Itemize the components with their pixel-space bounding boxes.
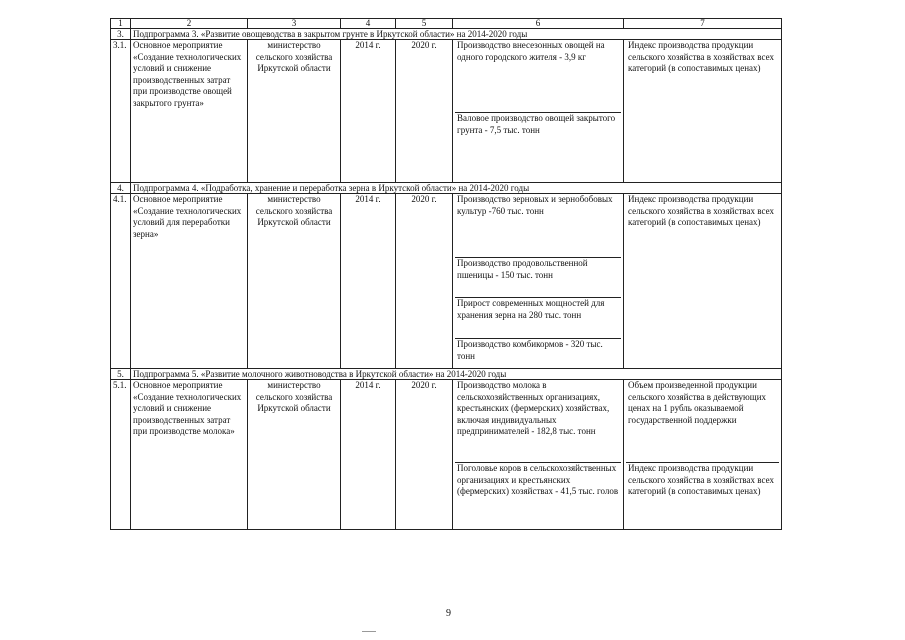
header-cell: 1	[111, 19, 131, 29]
results-cell	[453, 40, 624, 183]
measure-row	[111, 380, 782, 530]
subprogram-row	[111, 369, 782, 380]
indicators-cell	[624, 194, 782, 369]
measure-number: 3.1.	[111, 40, 131, 183]
indicators-cell	[624, 380, 782, 530]
indicator-item: Индекс производства продукции сельского хозяйства в хозяйствах всех категорий (в сопоставимых ценах)	[628, 40, 774, 74]
scan-mark	[362, 631, 376, 632]
subprogram-title: Подпрограмма 3. «Развитие овощеводства в закрытом грунте в Иркутской области» на 2014-2020 годы	[131, 29, 782, 40]
subprogram-row	[111, 183, 782, 194]
results-cell	[453, 380, 624, 530]
measure-row	[111, 40, 782, 183]
subprogram-row	[111, 29, 782, 40]
results-cell	[453, 194, 624, 369]
indicator-item: Индекс производства продукции сельского хозяйства в хозяйствах всех категорий (в сопоставимых ценах)	[628, 194, 774, 228]
header-cell: 7	[624, 19, 782, 29]
result-item: Производство продовольственной пшеницы - 150 тыс. тонн	[455, 258, 621, 298]
end-year: 2020 г.	[396, 40, 453, 183]
indicators-cell	[624, 40, 782, 183]
start-year: 2014 г.	[341, 380, 396, 530]
indicator-item: Индекс производства продукции сельского хозяйства в хозяйствах всех категорий (в сопоставимых ценах)	[626, 462, 779, 498]
header-cell: 6	[453, 19, 624, 29]
measure-number: 5.1.	[111, 380, 131, 530]
page-number: 9	[446, 608, 451, 619]
measure-text: Основное мероприятие «Создание технологических условий и снижение производственных затрат при производстве молока»	[131, 380, 248, 530]
result-item: Производство внесезонных овощей на одного городского жителя - 3,9 кг	[455, 40, 621, 113]
measures-table	[110, 18, 782, 530]
result-item: Прирост современных мощностей для хранения зерна на 280 тыс. тонн	[455, 298, 621, 339]
measure-row	[111, 194, 782, 369]
result-item: Производство комбикормов - 320 тыс. тонн	[457, 339, 603, 361]
result-item: Производство молока в сельскохозяйственных организациях, крестьянских (фермерских) хозяйствах, включая индивидуальных предпринимателей - 182,8 тыс. тонн	[455, 380, 621, 463]
subprogram-number: 4.	[111, 183, 131, 194]
subprogram-title: Подпрограмма 4. «Подработка, хранение и переработка зерна в Иркутской области» на 2014-2020 годы	[131, 183, 782, 194]
subprogram-number: 5.	[111, 369, 131, 380]
header-cell: 2	[131, 19, 248, 29]
end-year: 2020 г.	[396, 194, 453, 369]
executor: министерство сельского хозяйства Иркутской области	[248, 40, 341, 183]
result-item: Валовое производство овощей закрытого грунта - 7,5 тыс. тонн	[457, 113, 616, 135]
start-year: 2014 г.	[341, 40, 396, 183]
executor: министерство сельского хозяйства Иркутской области	[248, 380, 341, 530]
result-item: Производство зерновых и зернобобовых культур -760 тыс. тонн	[455, 194, 621, 258]
indicator-item: Объем произведенной продукции сельского хозяйства в действующих ценах на 1 рубль оказываемой государственной поддержки	[628, 380, 767, 425]
end-year: 2020 г.	[396, 380, 453, 530]
header-cell: 3	[248, 19, 341, 29]
start-year: 2014 г.	[341, 194, 396, 369]
result-item: Поголовье коров в сельскохозяйственных организациях и крестьянских (фермерских) хозяйствах - 41,5 тыс. голов	[457, 463, 619, 497]
subprogram-number: 3.	[111, 29, 131, 40]
header-cell: 4	[341, 19, 396, 29]
measure-number: 4.1.	[111, 194, 131, 369]
executor: министерство сельского хозяйства Иркутской области	[248, 194, 341, 369]
measure-text: Основное мероприятие «Создание технологических условий и снижение производственных затрат при производстве овощей закрытого грунта»	[131, 40, 248, 183]
subprogram-title: Подпрограмма 5. «Развитие молочного животноводства в Иркутской области» на 2014-2020 годы	[131, 369, 782, 380]
header-row	[111, 19, 782, 29]
measure-text: Основное мероприятие «Создание технологических условий для переработки зерна»	[131, 194, 248, 369]
header-cell: 5	[396, 19, 453, 29]
